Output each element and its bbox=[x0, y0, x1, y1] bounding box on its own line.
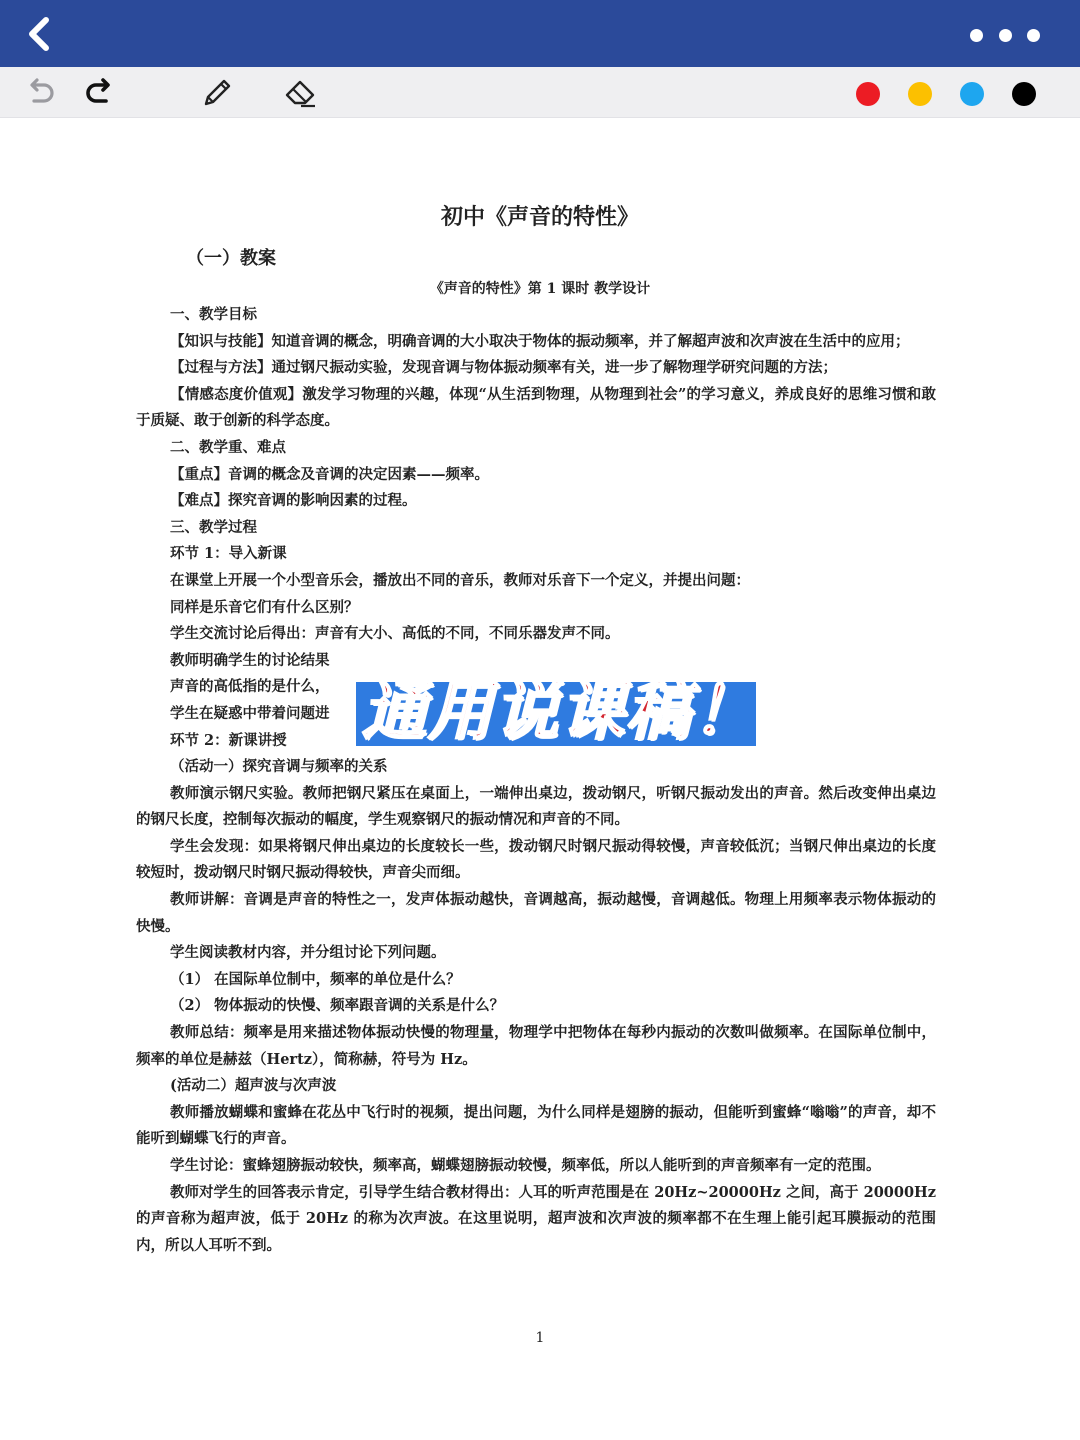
chevron-left-icon bbox=[22, 16, 58, 52]
document-page bbox=[0, 118, 1080, 1440]
paragraph: 【难点】探究音调的影响因素的过程。 bbox=[170, 492, 417, 510]
paragraph: （2） 物体振动的快慢、频率跟音调的关系是什么？ bbox=[170, 997, 505, 1015]
paragraph: 学生阅读教材内容，并分组讨论下列问题。 bbox=[170, 944, 446, 962]
paragraph: 学生在疑惑中带着问题进 bbox=[170, 704, 330, 722]
paragraph: 教师讲解：音调是声音的特性之一，发声体振动越快，音调越高，振动越慢，音调越低。物理上用频率表示物体振动的快慢。 bbox=[136, 891, 936, 935]
page-number: 1 bbox=[535, 1330, 545, 1346]
paragraph: （活动一）探究音调与频率的关系 bbox=[170, 758, 388, 776]
pen-tool-button[interactable] bbox=[200, 75, 234, 109]
paragraph: 教师对学生的回答表示肯定，引导学生结合教材得出：人耳的听声范围是在 20Hz~20000Hz 之间，高于 20000Hz 的声音称为超声波，低于 20Hz 的称为次声波。在这里说明，超声波和次声波的频率都不在生理上能引起耳膜振动的范围内，所以人耳听不到。 bbox=[136, 1183, 936, 1254]
paragraph: 学生会发现：如果将钢尺伸出桌边的长度较长一些，拨动钢尺时钢尺振动得较慢，声音较低沉；当钢尺伸出桌边的长度较短时，拨动钢尺时钢尺振动得较快，声音尖而细。 bbox=[136, 837, 936, 882]
redo-icon bbox=[82, 75, 116, 109]
paragraph: 同样是乐音它们有什么区别？ bbox=[170, 598, 359, 616]
more-horizontal-icon bbox=[970, 29, 983, 42]
eraser-tool-button[interactable] bbox=[283, 75, 317, 109]
paragraph: 声音的高低指的是什么， bbox=[170, 678, 330, 696]
paragraph: 在课堂上开展一个小型音乐会，播放出不同的音乐，教师对乐音下一个定义，并提出问题： bbox=[170, 571, 750, 589]
back-button[interactable] bbox=[22, 16, 58, 52]
more-horizontal-icon bbox=[999, 29, 1012, 42]
document-body bbox=[136, 302, 936, 1259]
paragraph: 一、教学目标 bbox=[170, 306, 257, 323]
document-title: 初中《声音的特性》 bbox=[440, 205, 639, 230]
document-subtitle: 《声音的特性》第 1 课时 教学设计 bbox=[429, 281, 651, 297]
paragraph: 【过程与方法】通过钢尺振动实验，发现音调与物体振动频率有关，进一步了解物理学研究问题的方法； bbox=[170, 359, 837, 377]
redo-button[interactable] bbox=[82, 75, 116, 109]
paragraph: 教师演示钢尺实验。教师把钢尺紧压在桌面上，一端伸出桌边，拨动钢尺，听钢尺振动发出的声音。然后改变伸出桌边的钢尺长度，控制每次振动的幅度，学生观察钢尺的振动情况和声音的不同。 bbox=[136, 784, 936, 829]
paragraph: 环节 1：导入新课 bbox=[170, 545, 287, 563]
paragraph: 教师播放蝴蝶和蜜蜂在花丛中飞行时的视频，提出问题，为什么同样是翅膀的振动，但能听到蜜蜂“嗡嗡”的声音，却不能听到蝴蝶飞行的声音。 bbox=[136, 1103, 936, 1148]
paragraph: 环节 2：新课讲授 bbox=[170, 731, 287, 749]
paragraph: （1） 在国际单位制中，频率的单位是什么？ bbox=[170, 970, 461, 988]
promo-banner-text: 通用说课稿！ bbox=[362, 675, 758, 749]
paragraph: 二、教学重、难点 bbox=[170, 438, 286, 456]
undo-button[interactable] bbox=[24, 75, 58, 109]
eraser-icon bbox=[283, 75, 317, 109]
paragraph: 教师总结：频率是用来描述物体振动快慢的物理量，物理学中把物体在每秒内振动的次数叫做频率。在国际单位制中，频率的单位是赫兹（Hertz），简称赫，符号为 Hz。 bbox=[136, 1024, 936, 1068]
paragraph: 【知识与技能】知道音调的概念，明确音调的大小取决于物体的振动频率，并了解超声波和次声波在生活中的应用； bbox=[170, 332, 910, 350]
paragraph: (活动二）超声波与次声波 bbox=[170, 1077, 337, 1095]
paragraph: 教师明确学生的讨论结果 bbox=[170, 651, 330, 669]
color-swatch-yellow[interactable] bbox=[908, 82, 932, 106]
top-nav-bar bbox=[0, 0, 1080, 67]
paragraph: 【情感态度价值观】激发学习物理的兴趣，体现“从生活到物理，从物理到社会”的学习意义，养成良好的思维习惯和敢于质疑、敢于创新的科学态度。 bbox=[136, 385, 936, 430]
paragraph: 学生讨论：蜜蜂翅膀振动较快，频率高，蝴蝶翅膀振动较慢，频率低，所以人能听到的声音频率有一定的范围。 bbox=[170, 1157, 881, 1174]
pen-icon bbox=[200, 75, 234, 109]
more-horizontal-icon bbox=[1027, 29, 1040, 42]
section-heading: （一）教案 bbox=[186, 248, 276, 269]
more-options-button[interactable] bbox=[970, 26, 1040, 44]
paragraph: 学生交流讨论后得出：声音有大小、高低的不同，不同乐器发声不同。 bbox=[170, 625, 620, 643]
paragraph: 【重点】音调的概念及音调的决定因素——频率。 bbox=[170, 465, 489, 483]
color-swatch-red[interactable] bbox=[856, 82, 880, 106]
color-swatch-blue[interactable] bbox=[960, 82, 984, 106]
undo-icon bbox=[24, 75, 58, 109]
paragraph: 三、教学过程 bbox=[170, 518, 257, 536]
color-swatch-black[interactable] bbox=[1012, 82, 1036, 106]
